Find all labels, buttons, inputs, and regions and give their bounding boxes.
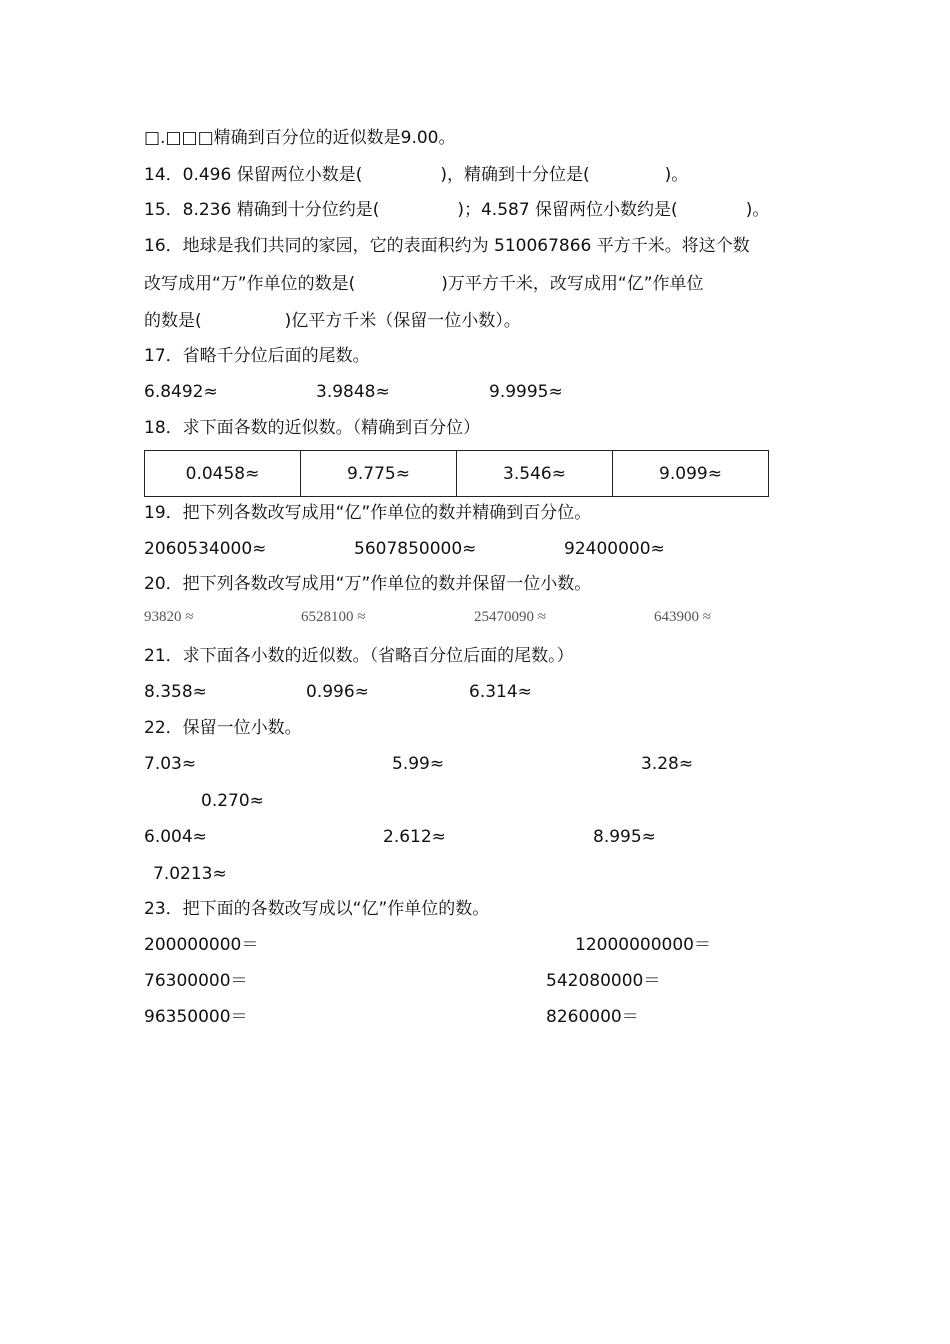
q15 [144,199,769,221]
q18-cell-3: 3.546≈ [457,451,613,497]
q16-line-2 [144,273,704,295]
q19-title: 19．把下列各数改写成用“亿”作单位的数并精确到百分位。 [144,503,592,523]
q14 [144,164,688,186]
q23-item-3: 76300000＝ [144,971,248,991]
q19-item-2: 5607850000≈ [354,539,477,559]
q14-part-b: )，精确到十分位是( [440,165,590,185]
q20-item-3: 25470090 ≈ [474,609,546,625]
q17-item-1: 6.8492≈ [144,382,218,402]
q17-item-2: 3.9848≈ [316,382,390,402]
q21-title: 21．求下面各小数的近似数。（省略百分位后面的尾数。） [144,646,574,666]
q18-cell-2: 9.775≈ [301,451,457,497]
q16-line-2b: )万平方千米，改写成用“亿”作单位 [441,274,704,294]
q15-part-b: )；4.587 保留两位小数约是( [457,200,678,220]
q18-title: 18．求下面各数的近似数。（精确到百分位） [144,418,481,438]
q18-cell-4: 9.099≈ [613,451,769,497]
q22-item-2: 5.99≈ [392,754,445,774]
q13-tail: □.□□□精确到百分位的近似数是9.00。 [144,128,456,148]
q16-line-3b: )亿平方千米（保留一位小数）。 [284,311,521,331]
q16-line-1: 16．地球是我们共同的家园，它的表面积约为 510067866 平方千米。将这个数 [144,236,750,256]
q22-item-6: 2.612≈ [383,827,446,847]
q17-title: 17．省略千分位后面的尾数。 [144,346,370,366]
q17-item-3: 9.9995≈ [489,382,563,402]
q23-item-1: 200000000＝ [144,935,259,955]
q22-item-8: 7.0213≈ [153,864,227,884]
q23-item-2: 12000000000＝ [575,935,711,955]
q23-title: 23．把下面的各数改写成以“亿”作单位的数。 [144,899,490,919]
q16-line-3 [144,310,521,332]
q18-table [144,450,769,497]
q23-item-5: 96350000＝ [144,1007,248,1027]
q22-item-5: 6.004≈ [144,827,207,847]
q22-item-7: 8.995≈ [593,827,656,847]
q15-part-a: 15．8.236 精确到十分位约是( [144,200,380,220]
q21-item-3: 6.314≈ [469,682,532,702]
q22-title: 22．保留一位小数。 [144,718,302,738]
q22-item-4: 0.270≈ [201,791,264,811]
q16-line-2a: 改写成用“万”作单位的数是( [144,274,356,294]
q20-title: 20．把下列各数改写成用“万”作单位的数并保留一位小数。 [144,574,592,594]
q18-cell-1: 0.0458≈ [145,451,301,497]
table-row [145,451,769,497]
q19-item-3: 92400000≈ [564,539,665,559]
q20-item-4: 643900 ≈ [654,609,711,625]
q21-item-1: 8.358≈ [144,682,207,702]
q14-part-a: 14．0.496 保留两位小数是( [144,165,363,185]
q20-item-2: 6528100 ≈ [301,609,366,625]
q14-part-c: )。 [664,165,689,185]
q16-line-3a: 的数是( [144,311,202,331]
q21-item-2: 0.996≈ [306,682,369,702]
q23-item-6: 8260000＝ [546,1007,639,1027]
q19-item-1: 2060534000≈ [144,539,267,559]
q15-part-c: )。 [745,200,770,220]
q22-item-1: 7.03≈ [144,754,197,774]
q20-item-1: 93820 ≈ [144,609,194,625]
q23-item-4: 542080000＝ [546,971,661,991]
q22-item-3: 3.28≈ [641,754,694,774]
